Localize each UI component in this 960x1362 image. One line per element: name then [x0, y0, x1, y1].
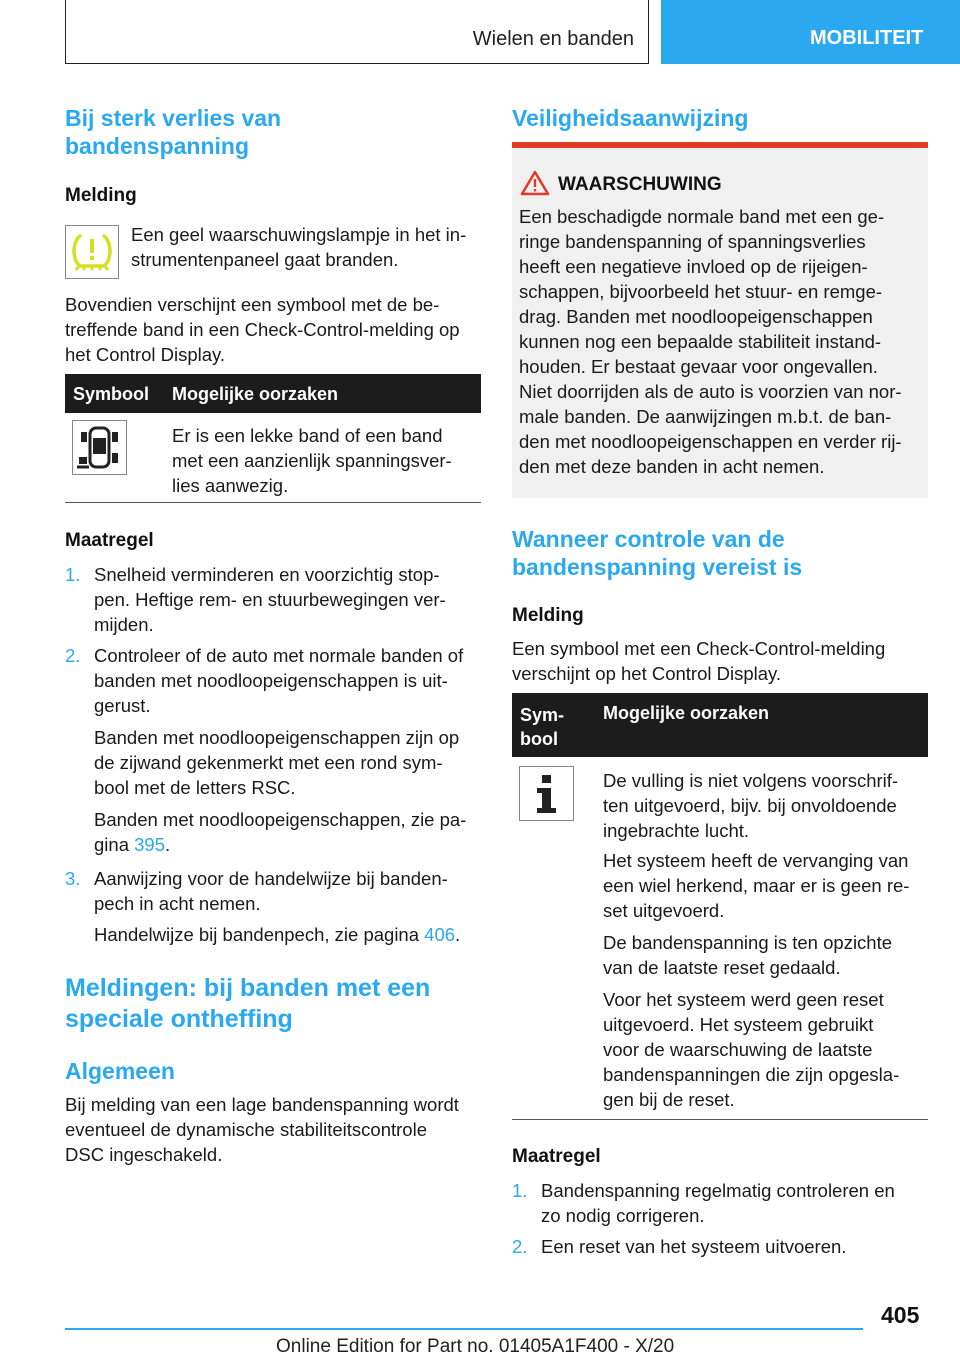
step-2-note-page: Banden met noodloopeigenschappen, zie pa- gina 395.	[94, 809, 467, 855]
step-3: Aanwijzing voor de handelwijze bij banden- pech in acht nemen.	[94, 868, 448, 914]
right-cause-2: Het systeem heeft de vervanging van een wiel herkend, maar er is geen re- set uitgevoerd.	[603, 850, 910, 921]
footer-edition: Online Edition for Part no. 01405A1F400 - X/20	[276, 1336, 675, 1357]
step-1: Snelheid verminderen en voorzichtig stop- pen. Heftige rem- en stuurbewegingen ver- mijden.	[94, 564, 446, 635]
page-link-406[interactable]: 406	[424, 924, 456, 945]
chapter-tab	[661, 0, 960, 64]
header-section-box	[65, 0, 649, 64]
step-2: Controleer of de auto met normale banden of banden met noodloopeigenschappen is uit- gerust.	[94, 645, 464, 716]
melding-text: Een geel waarschuwingslampje in het in- strumentenpaneel gaat branden.	[131, 224, 467, 270]
info-icon	[519, 766, 574, 821]
maatregel-label: Maatregel	[65, 530, 154, 551]
col-symbool: Symbool	[73, 384, 150, 404]
left-title: Bij sterk verlies van bandenspanning	[65, 105, 282, 159]
section-title-ontheffing: Meldingen: bij banden met een speciale ontheffing	[65, 974, 431, 1033]
step-3-note: Handelwijze bij bandenpech, zie pagina 406.	[94, 924, 461, 945]
col-symbool: Sym- bool	[520, 705, 565, 749]
right-title: Veiligheidsaanwijzing	[512, 105, 749, 131]
right-maatregel-label: Maatregel	[512, 1146, 601, 1167]
page-number: 405	[881, 1302, 920, 1328]
right-cause-3: De bandenspanning is ten opzichte van de laatste reset gedaald.	[603, 932, 893, 978]
tire-pressure-warning-icon	[65, 225, 119, 279]
melding-label: Melding	[65, 185, 137, 206]
right-table-rule	[512, 1119, 928, 1120]
warning-box	[512, 142, 928, 498]
flat-tire-car-icon	[72, 420, 127, 475]
right-melding-label: Melding	[512, 605, 584, 626]
step-number: 3.	[65, 868, 81, 889]
right-title-2: Wanneer controle van de bandenspanning vereist is	[512, 526, 803, 580]
warning-text: Een beschadigde normale band met een ge- ringe bandenspanning of spanningsverlies heeft een negatieve invloed op de rijeigen- schappen, bijvoorbeeld het stuur- en remge- drag. Banden met noodloopeigenschappen kunnen nog een bepaalde stabiliteit instand- houden. Er bestaat gevaar voor ongevallen. Niet doorrijden als de auto is voorzien van nor- male banden. De aanwijzingen m.b.t. de ban- den met noodloopeigenschappen en verder rij- den met deze banden in acht nemen.	[519, 206, 902, 477]
step-number: 1.	[65, 564, 81, 585]
col-oorzaken: Mogelijke oorzaken	[172, 384, 339, 404]
step-number: 2.	[512, 1236, 528, 1257]
right-melding-text: Een symbool met een Check-Control-melding verschijnt op het Control Display.	[512, 638, 886, 684]
right-step-2: Een reset van het systeem uitvoeren.	[541, 1236, 847, 1257]
left-table-rule	[65, 502, 481, 503]
step-number: 1.	[512, 1180, 528, 1201]
warning-triangle-icon	[520, 170, 550, 196]
page-link-395[interactable]: 395	[134, 834, 165, 855]
section-title: Wielen en banden	[472, 28, 634, 50]
right-cause-1: De vulling is niet volgens voorschrif- ten uitgevoerd, bijv. bij onvoldoende ingebrachte lucht.	[603, 770, 899, 841]
col-oorzaken: Mogelijke oorzaken	[603, 703, 770, 723]
right-step-1: Bandenspanning regelmatig controleren en zo nodig corrigeren.	[541, 1180, 895, 1226]
footer-rule	[65, 1328, 863, 1330]
chapter-title: MOBILITEIT	[810, 27, 924, 49]
algemeen-text: Bij melding van een lage bandenspanning wordt eventueel de dynamische stabiliteitscontrole DSC ingeschakeld.	[65, 1094, 459, 1165]
step-2-note-rsc: Banden met noodloopeigenschappen zijn op de zijwand gekenmerkt met een rond sym- bool met de letters RSC.	[94, 727, 460, 798]
algemeen-title: Algemeen	[65, 1058, 175, 1084]
right-cause-4: Voor het systeem werd geen reset uitgevoerd. Het systeem gebruikt voor de waarschuwing de laatste bandenspanningen die zijn opgesla- gen bij de reset.	[603, 989, 900, 1110]
step-number: 2.	[65, 645, 81, 666]
warning-label: WAARSCHUWING	[558, 174, 722, 195]
left-table-cause: Er is een lekke band of een band met een aanzienlijk spanningsver- lies aanwezig.	[172, 425, 452, 496]
intro-paragraph: Bovendien verschijnt een symbool met de be- treffende band in een Check-Control-melding op het Control Display.	[65, 294, 460, 365]
right-table-header	[512, 693, 928, 757]
left-table-header	[65, 374, 481, 413]
